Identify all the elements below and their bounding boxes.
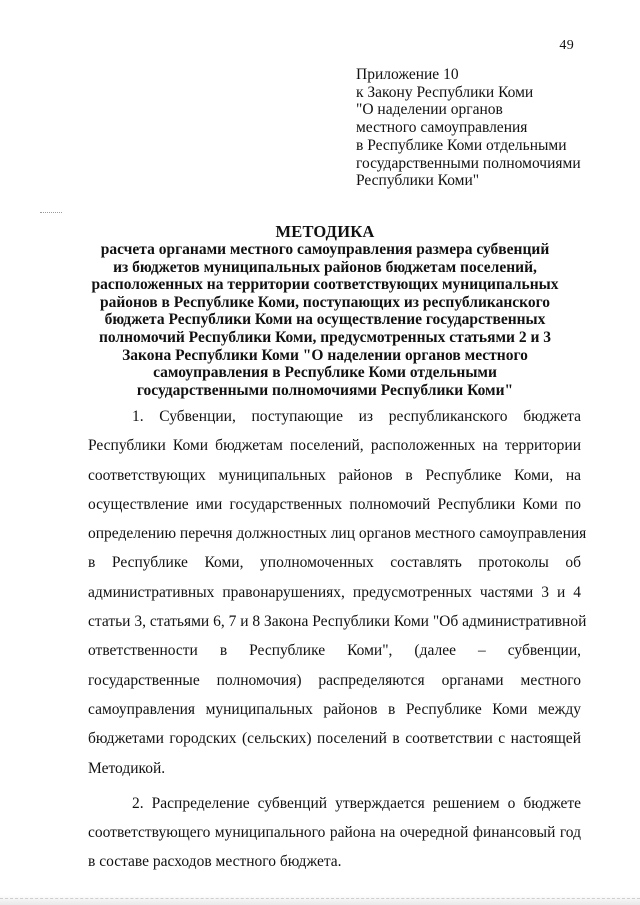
- paragraph-line: 2. Распределение субвенций утверждается решением о бюджете: [132, 794, 581, 812]
- annex-line: Республики Коми": [356, 172, 480, 190]
- subtitle-line: из бюджетов муниципальных районов бюджетам поселений,: [113, 258, 537, 276]
- paragraph-line: статьи 3, статьями 6, 7 и 8 Закона Республики Коми "Об административной: [88, 613, 587, 631]
- subtitle-line: расположенных на территории соответствующих муниципальных: [91, 276, 559, 294]
- document-subtitle: [80, 241, 570, 399]
- subtitle-line: расчета органами местного самоуправления размера субвенций: [100, 241, 550, 258]
- document-title-block: [80, 222, 570, 399]
- annex-line: к Закону Республики Коми: [356, 83, 534, 101]
- annex-line: местного самоуправления: [356, 119, 528, 137]
- paragraph-line: в Республике Коми, уполномоченных составлять протоколы об: [88, 554, 581, 572]
- document-heading: МЕТОДИКА: [275, 222, 375, 241]
- paragraph-2: [88, 789, 581, 877]
- paragraph-line: в составе расходов местного бюджета.: [88, 853, 342, 871]
- scan-bottom-marks: [0, 898, 640, 901]
- annex-line: государственными полномочиями: [356, 154, 581, 172]
- paragraph-line: Методикой.: [88, 759, 166, 777]
- paragraph-line: государственные полномочия) распределяются органами местного: [88, 671, 581, 689]
- subtitle-line: государственными полномочиями Республики Коми": [136, 381, 514, 399]
- subtitle-line: самоуправления в Республике Коми отдельными: [153, 364, 497, 382]
- paragraph-line: определению перечня должностных лиц органов местного самоуправления: [88, 525, 587, 543]
- paragraph-line: бюджетами городских (сельских) поселений в соответствии с настоящей: [88, 730, 581, 748]
- subtitle-line: бюджета Республики Коми на осуществление государственных: [104, 311, 546, 329]
- paragraph-line: осуществление ими государственных полномочий Республики Коми по: [88, 495, 581, 513]
- paragraph-line: 1. Субвенции, поступающие из республиканского бюджета: [132, 408, 581, 425]
- paragraph-line: соответствующих муниципальных районов в Республике Коми, на: [88, 466, 581, 484]
- annex-line: "О наделении органов: [356, 101, 503, 119]
- subtitle-line: полномочий Республики Коми, предусмотренных статьями 2 и 3: [98, 328, 552, 346]
- scan-edge-mark: [40, 212, 62, 214]
- paragraph-1: [88, 402, 587, 783]
- subtitle-line: районов в Республике Коми, поступающих из республиканского: [99, 293, 551, 311]
- annex-line: Приложение 10: [356, 66, 459, 83]
- paragraph-line: самоуправления муниципальных районов в Республике Коми между: [88, 700, 581, 718]
- paragraph-line: ответственности в Республике Коми", (далее – субвенции,: [88, 642, 581, 660]
- annex-line: в Республике Коми отдельными: [356, 136, 567, 154]
- paragraph-line: соответствующего муниципального района на очередной финансовый год: [88, 824, 581, 842]
- document-body: [88, 402, 587, 877]
- subtitle-line: Закона Республики Коми "О наделении органов местного: [122, 346, 528, 364]
- paragraph-line: административных правонарушениях, предусмотренных частями 3 и 4: [88, 583, 581, 601]
- annex-reference: [356, 66, 616, 190]
- page-number: 49: [559, 38, 574, 53]
- paragraph-line: Республики Коми бюджетам поселений, расположенных на территории: [88, 437, 581, 455]
